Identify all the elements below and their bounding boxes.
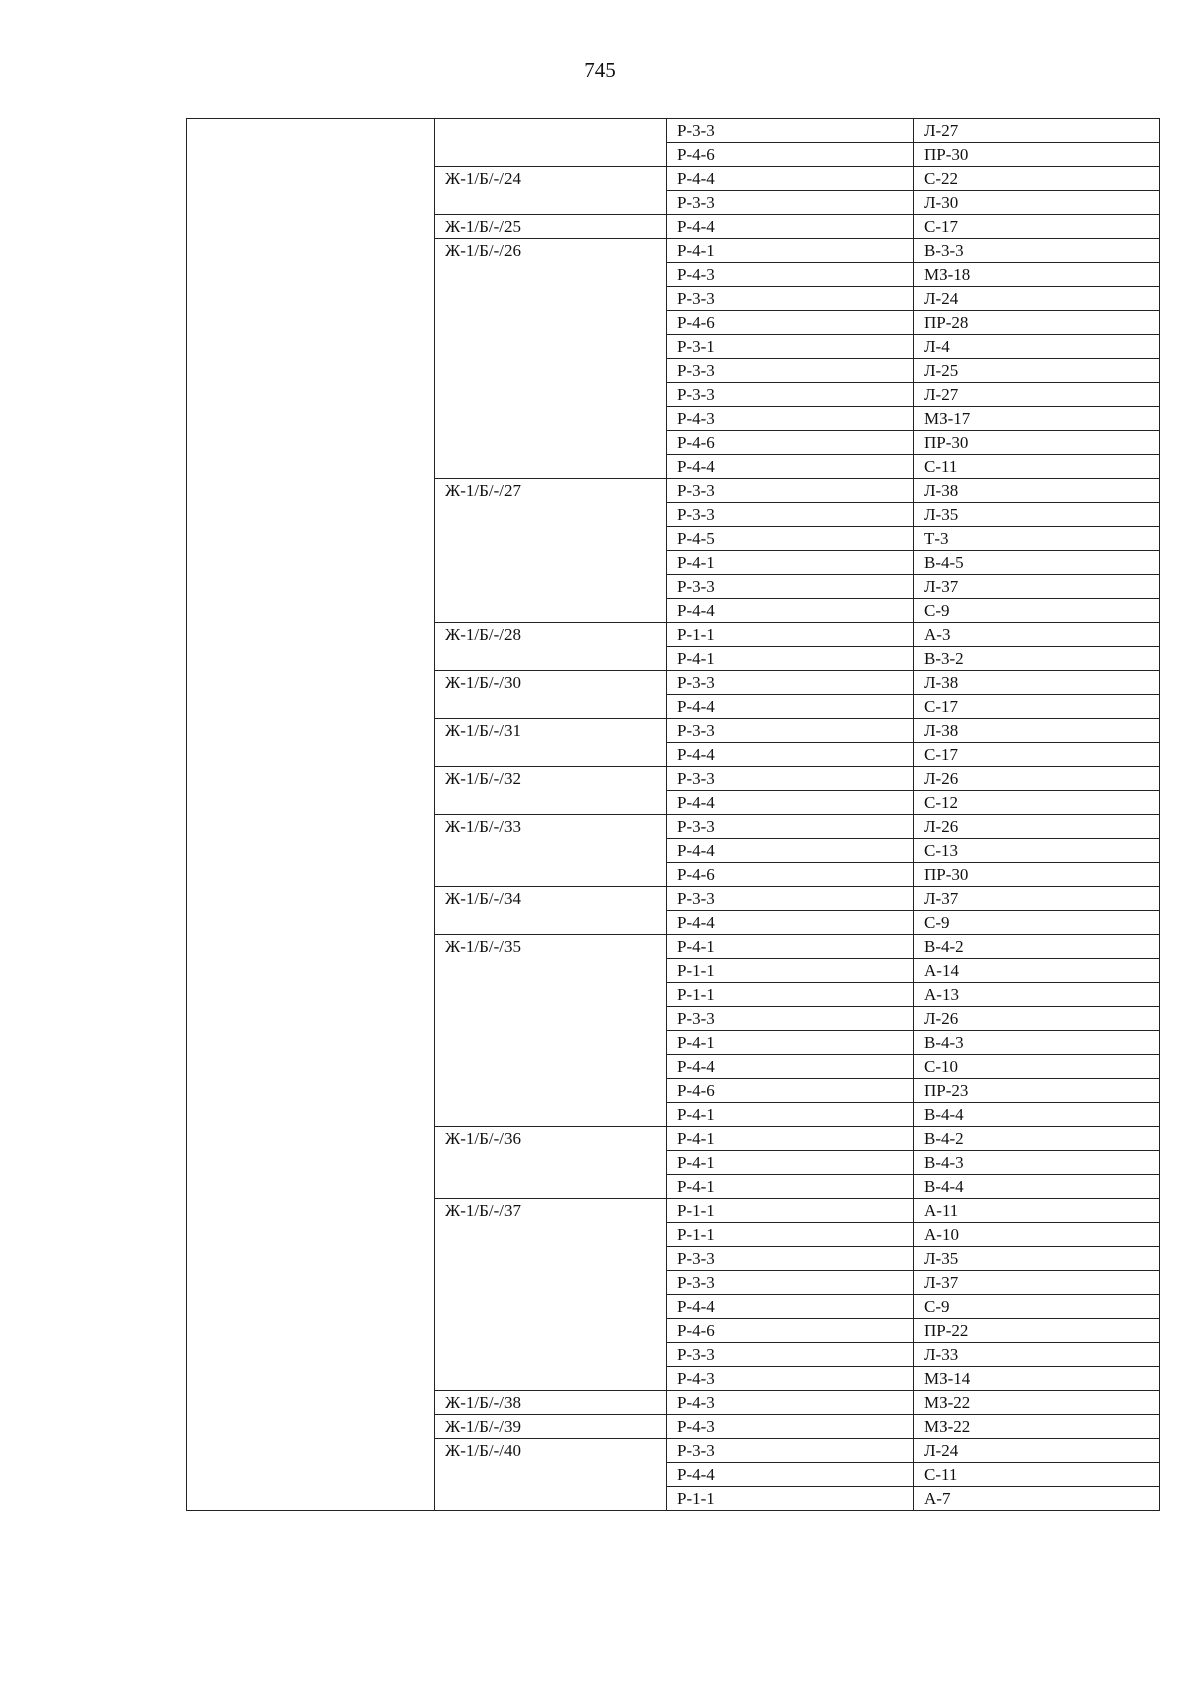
value-code-cell: МЗ-18 — [914, 263, 1160, 287]
r-code-cell: Р-4-3 — [667, 1391, 914, 1415]
r-code-cell: Р-3-3 — [667, 191, 914, 215]
r-code-cell: Р-4-4 — [667, 911, 914, 935]
r-code-cell: Р-4-4 — [667, 1463, 914, 1487]
r-code-cell: Р-4-1 — [667, 1151, 914, 1175]
value-code-cell: ПР-30 — [914, 143, 1160, 167]
r-code-cell: Р-3-3 — [667, 287, 914, 311]
r-code-cell: Р-4-3 — [667, 1367, 914, 1391]
value-code-cell: Л-24 — [914, 287, 1160, 311]
r-code-cell: Р-4-4 — [667, 1295, 914, 1319]
value-code-cell: В-3-2 — [914, 647, 1160, 671]
value-code-cell: Л-38 — [914, 479, 1160, 503]
r-code-cell: Р-3-3 — [667, 359, 914, 383]
value-code-cell: Т-3 — [914, 527, 1160, 551]
value-code-cell: ПР-23 — [914, 1079, 1160, 1103]
r-code-cell: Р-1-1 — [667, 1487, 914, 1511]
code-table — [186, 118, 1160, 1511]
value-code-cell: ПР-30 — [914, 863, 1160, 887]
r-code-cell: Р-4-5 — [667, 527, 914, 551]
value-code-cell: ПР-22 — [914, 1319, 1160, 1343]
value-code-cell: Л-33 — [914, 1343, 1160, 1367]
r-code-cell: Р-3-3 — [667, 119, 914, 143]
table-body — [187, 119, 1160, 1511]
value-code-cell: Л-38 — [914, 671, 1160, 695]
r-code-cell: Р-4-1 — [667, 1031, 914, 1055]
r-code-cell: Р-4-4 — [667, 695, 914, 719]
value-code-cell: С-17 — [914, 743, 1160, 767]
r-code-cell: Р-4-3 — [667, 263, 914, 287]
value-code-cell: Л-35 — [914, 503, 1160, 527]
r-code-cell: Р-3-3 — [667, 1439, 914, 1463]
r-code-cell: Р-4-6 — [667, 431, 914, 455]
value-code-cell: А-13 — [914, 983, 1160, 1007]
blank-first-column-cell — [187, 119, 435, 1511]
value-code-cell: Л-26 — [914, 815, 1160, 839]
value-code-cell: Л-35 — [914, 1247, 1160, 1271]
r-code-cell: Р-4-4 — [667, 599, 914, 623]
r-code-cell: Р-4-4 — [667, 215, 914, 239]
value-code-cell: ПР-28 — [914, 311, 1160, 335]
r-code-cell: Р-4-1 — [667, 239, 914, 263]
value-code-cell: Л-27 — [914, 383, 1160, 407]
group-code-cell: Ж-1/Б/-/27 — [435, 479, 667, 623]
group-code-cell: Ж-1/Б/-/32 — [435, 767, 667, 815]
value-code-cell: С-22 — [914, 167, 1160, 191]
r-code-cell: Р-4-1 — [667, 647, 914, 671]
value-code-cell: В-4-4 — [914, 1103, 1160, 1127]
value-code-cell: Л-26 — [914, 767, 1160, 791]
value-code-cell: С-9 — [914, 1295, 1160, 1319]
value-code-cell: ПР-30 — [914, 431, 1160, 455]
r-code-cell: Р-4-1 — [667, 935, 914, 959]
group-code-cell: Ж-1/Б/-/37 — [435, 1199, 667, 1391]
value-code-cell: Л-27 — [914, 119, 1160, 143]
value-code-cell: МЗ-22 — [914, 1415, 1160, 1439]
r-code-cell: Р-3-3 — [667, 887, 914, 911]
r-code-cell: Р-3-3 — [667, 503, 914, 527]
r-code-cell: Р-1-1 — [667, 623, 914, 647]
r-code-cell: Р-4-4 — [667, 1055, 914, 1079]
table-row — [187, 119, 1160, 143]
value-code-cell: Л-38 — [914, 719, 1160, 743]
value-code-cell: С-10 — [914, 1055, 1160, 1079]
value-code-cell: С-11 — [914, 455, 1160, 479]
r-code-cell: Р-1-1 — [667, 1223, 914, 1247]
group-code-cell: Ж-1/Б/-/25 — [435, 215, 667, 239]
r-code-cell: Р-3-3 — [667, 719, 914, 743]
value-code-cell: Л-37 — [914, 887, 1160, 911]
group-code-cell: Ж-1/Б/-/34 — [435, 887, 667, 935]
r-code-cell: Р-4-6 — [667, 311, 914, 335]
r-code-cell: Р-3-3 — [667, 671, 914, 695]
value-code-cell: С-17 — [914, 695, 1160, 719]
r-code-cell: Р-3-3 — [667, 383, 914, 407]
group-code-cell — [435, 119, 667, 167]
group-code-cell: Ж-1/Б/-/35 — [435, 935, 667, 1127]
r-code-cell: Р-4-4 — [667, 839, 914, 863]
r-code-cell: Р-3-3 — [667, 767, 914, 791]
r-code-cell: Р-4-3 — [667, 1415, 914, 1439]
r-code-cell: Р-4-4 — [667, 167, 914, 191]
r-code-cell: Р-4-4 — [667, 743, 914, 767]
r-code-cell: Р-1-1 — [667, 959, 914, 983]
r-code-cell: Р-4-1 — [667, 1103, 914, 1127]
value-code-cell: Л-24 — [914, 1439, 1160, 1463]
value-code-cell: С-12 — [914, 791, 1160, 815]
r-code-cell: Р-3-3 — [667, 479, 914, 503]
value-code-cell: А-14 — [914, 959, 1160, 983]
value-code-cell: В-4-3 — [914, 1151, 1160, 1175]
r-code-cell: Р-3-3 — [667, 1007, 914, 1031]
r-code-cell: Р-4-3 — [667, 407, 914, 431]
value-code-cell: Л-26 — [914, 1007, 1160, 1031]
value-code-cell: МЗ-17 — [914, 407, 1160, 431]
group-code-cell: Ж-1/Б/-/36 — [435, 1127, 667, 1199]
r-code-cell: Р-1-1 — [667, 983, 914, 1007]
value-code-cell: Л-37 — [914, 575, 1160, 599]
value-code-cell: А-10 — [914, 1223, 1160, 1247]
value-code-cell: В-4-4 — [914, 1175, 1160, 1199]
r-code-cell: Р-3-3 — [667, 815, 914, 839]
group-code-cell: Ж-1/Б/-/38 — [435, 1391, 667, 1415]
value-code-cell: С-17 — [914, 215, 1160, 239]
value-code-cell: С-9 — [914, 911, 1160, 935]
value-code-cell: С-13 — [914, 839, 1160, 863]
value-code-cell: А-3 — [914, 623, 1160, 647]
value-code-cell: В-4-5 — [914, 551, 1160, 575]
group-code-cell: Ж-1/Б/-/31 — [435, 719, 667, 767]
value-code-cell: В-4-3 — [914, 1031, 1160, 1055]
value-code-cell: Л-4 — [914, 335, 1160, 359]
group-code-cell: Ж-1/Б/-/33 — [435, 815, 667, 887]
group-code-cell: Ж-1/Б/-/39 — [435, 1415, 667, 1439]
document-table — [186, 118, 1160, 1511]
value-code-cell: В-3-3 — [914, 239, 1160, 263]
r-code-cell: Р-3-3 — [667, 1271, 914, 1295]
value-code-cell: А-7 — [914, 1487, 1160, 1511]
r-code-cell: Р-4-6 — [667, 863, 914, 887]
value-code-cell: Л-37 — [914, 1271, 1160, 1295]
r-code-cell: Р-3-3 — [667, 1343, 914, 1367]
r-code-cell: Р-4-1 — [667, 1127, 914, 1151]
r-code-cell: Р-4-6 — [667, 1079, 914, 1103]
group-code-cell: Ж-1/Б/-/30 — [435, 671, 667, 719]
group-code-cell: Ж-1/Б/-/28 — [435, 623, 667, 671]
group-code-cell: Ж-1/Б/-/24 — [435, 167, 667, 215]
r-code-cell: Р-4-6 — [667, 143, 914, 167]
page-number: 745 — [584, 58, 616, 82]
r-code-cell: Р-4-6 — [667, 1319, 914, 1343]
r-code-cell: Р-3-1 — [667, 335, 914, 359]
r-code-cell: Р-4-4 — [667, 455, 914, 479]
r-code-cell: Р-4-1 — [667, 1175, 914, 1199]
r-code-cell: Р-4-1 — [667, 551, 914, 575]
r-code-cell: Р-3-3 — [667, 1247, 914, 1271]
value-code-cell: А-11 — [914, 1199, 1160, 1223]
r-code-cell: Р-1-1 — [667, 1199, 914, 1223]
value-code-cell: В-4-2 — [914, 1127, 1160, 1151]
value-code-cell: МЗ-22 — [914, 1391, 1160, 1415]
group-code-cell: Ж-1/Б/-/40 — [435, 1439, 667, 1511]
r-code-cell: Р-4-4 — [667, 791, 914, 815]
value-code-cell: С-11 — [914, 1463, 1160, 1487]
value-code-cell: Л-25 — [914, 359, 1160, 383]
value-code-cell: МЗ-14 — [914, 1367, 1160, 1391]
value-code-cell: С-9 — [914, 599, 1160, 623]
value-code-cell: В-4-2 — [914, 935, 1160, 959]
r-code-cell: Р-3-3 — [667, 575, 914, 599]
group-code-cell: Ж-1/Б/-/26 — [435, 239, 667, 479]
value-code-cell: Л-30 — [914, 191, 1160, 215]
